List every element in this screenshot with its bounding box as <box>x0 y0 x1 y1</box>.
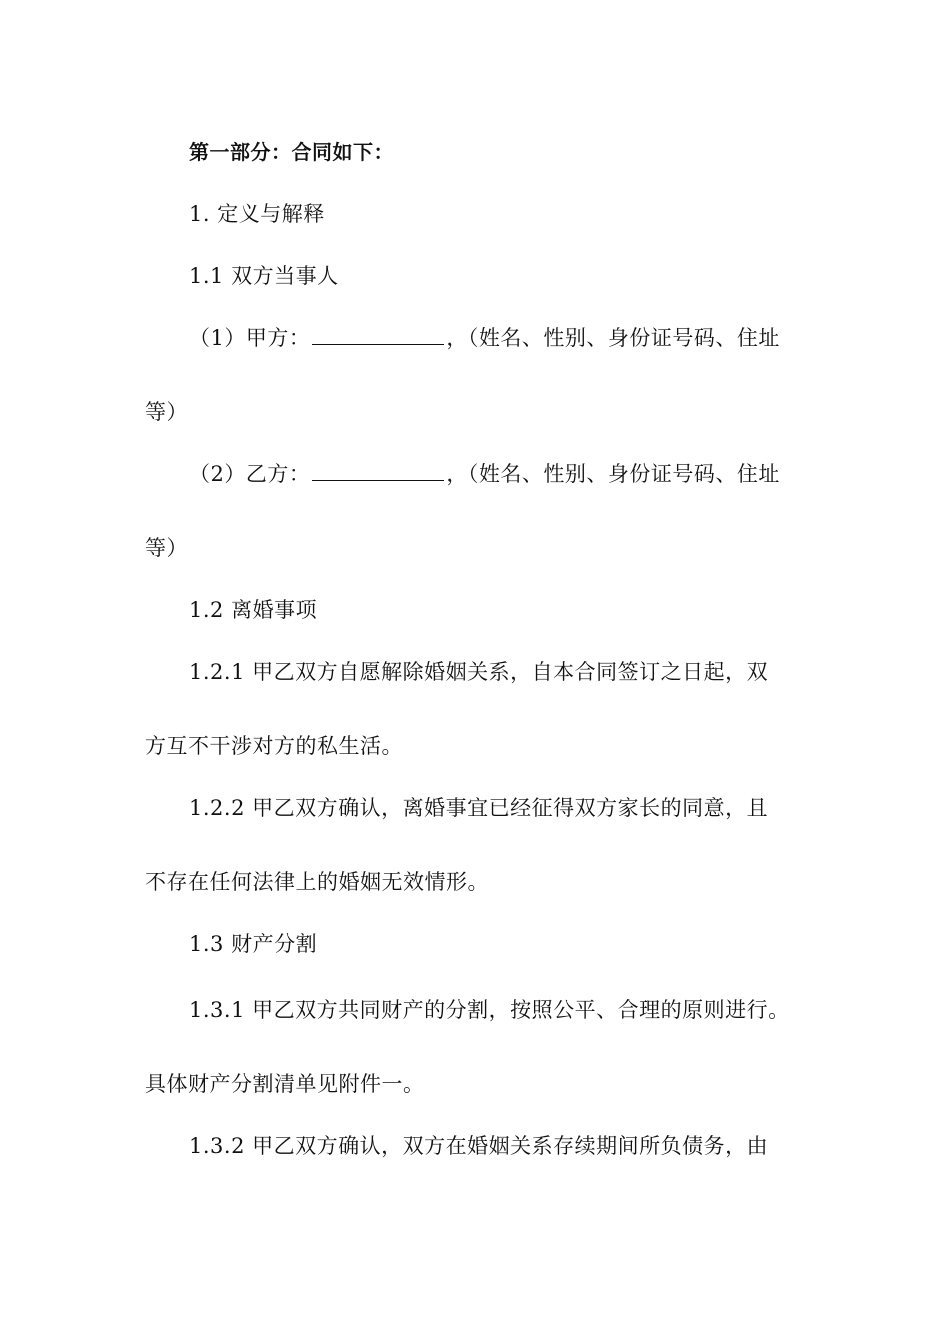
clause-1-2-1-line2: 方互不干涉对方的私生活。 <box>145 734 403 758</box>
section-1-1-title: 1.1 双方当事人 <box>189 264 339 288</box>
section-1-title: 1. 定义与解释 <box>189 202 325 226</box>
clause-1-3-1-line2: 具体财产分割清单见附件一。 <box>145 1072 425 1096</box>
part-heading: 第一部分：合同如下： <box>189 140 394 164</box>
section-1-3-title: 1.3 财产分割 <box>189 932 318 956</box>
party-b-prefix: （2）乙方： <box>189 462 311 486</box>
party-b-suffix: ，（姓名、性别、身份证号码、住址 <box>446 462 780 486</box>
party-b-blank <box>312 462 444 481</box>
clause-1-3-2-line1: 1.3.2 甲乙双方确认，双方在婚姻关系存续期间所负债务，由 <box>189 1134 769 1158</box>
clause-1-2-1-line1: 1.2.1 甲乙双方自愿解除婚姻关系，自本合同签订之日起，双 <box>189 660 769 684</box>
section-1-2-title: 1.2 离婚事项 <box>189 598 318 622</box>
party-a-wrap: 等） <box>145 400 188 424</box>
party-b-line <box>189 459 869 489</box>
party-b-wrap: 等） <box>145 536 188 560</box>
clause-1-2-2-line2: 不存在任何法律上的婚姻无效情形。 <box>145 870 489 894</box>
party-a-line <box>189 323 869 353</box>
clause-1-2-2-line1: 1.2.2 甲乙双方确认，离婚事宜已经征得双方家长的同意，且 <box>189 796 769 820</box>
clause-1-3-1-line1: 1.3.1 甲乙双方共同财产的分割，按照公平、合理的原则进行。 <box>189 998 790 1022</box>
party-a-blank <box>312 326 444 345</box>
party-a-prefix: （1）甲方： <box>189 326 311 350</box>
party-a-suffix: ，（姓名、性别、身份证号码、住址 <box>446 326 780 350</box>
